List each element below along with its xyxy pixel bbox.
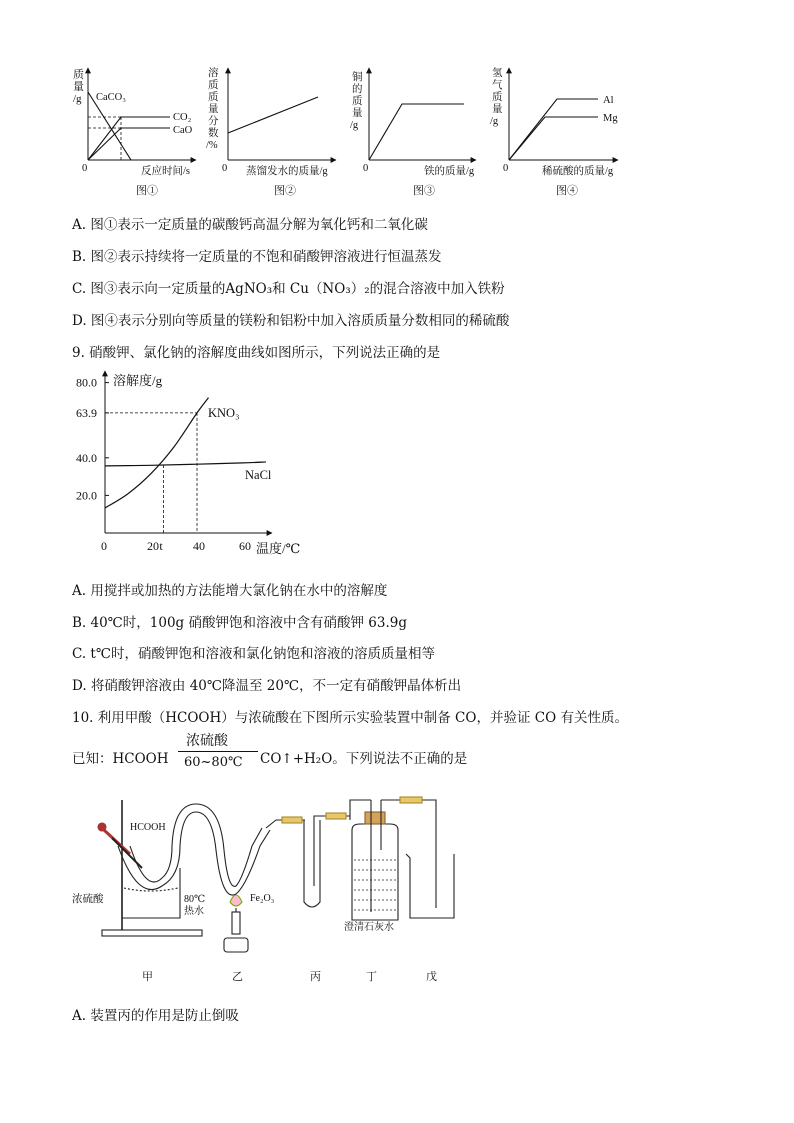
- sol-series-nacl: [105, 462, 266, 466]
- fig1-ylabel-1: 质: [73, 69, 84, 81]
- fig1-ylabel-2: 量: [73, 81, 84, 93]
- label-fe2o3: Fe₂O₃: [250, 893, 275, 904]
- fig4-ylabel-3: 质: [492, 92, 503, 103]
- fig3-line: [369, 104, 464, 160]
- sol-kno3-label: KNO₃: [208, 406, 240, 420]
- label-limewater: 澄清石灰水: [344, 922, 394, 933]
- q8-option-b: B. 图②表示持续将一定质量的不饱和硝酸钾溶液进行恒温蒸发: [72, 249, 442, 265]
- q9-option-c: C. t℃时，硝酸钾饱和溶液和氯化钠饱和溶液的溶质质量相等: [72, 646, 435, 662]
- fig4-caption: 图④: [556, 185, 578, 197]
- fig3-caption: 图③: [413, 185, 435, 197]
- fig1-ylabel-3: /g: [73, 93, 82, 105]
- fig3-ylabel-4: 量: [352, 108, 363, 119]
- fig2-caption: 图②: [274, 185, 296, 197]
- fig4-mg-label: Mg: [603, 113, 618, 124]
- fig1-caption: 图①: [136, 185, 158, 197]
- known-prefix: 已知：HCOOH: [72, 751, 169, 767]
- fig2-ylabel-7: /%: [206, 140, 218, 151]
- fig4-ylabel-4: 量: [492, 104, 503, 115]
- fig2-ylabel-4: 量: [208, 104, 219, 115]
- fig4-ylabel-2: 气: [492, 80, 503, 91]
- q10-stem: 10. 利用甲酸（HCOOH）与浓硫酸在下图所示实验装置中制备 CO，并验证 CO 有关性质。: [72, 710, 628, 726]
- fig4-xlabel: 稀硫酸的质量/g: [542, 166, 614, 177]
- fig1-origin: 0: [82, 163, 88, 174]
- figure-3: [350, 68, 476, 197]
- sol-ylabel: 溶解度/g: [113, 373, 163, 388]
- arrow-bottom-label: 60~80℃: [184, 755, 243, 770]
- label-acid: 浓硫酸: [72, 894, 104, 905]
- arrow-top-label: 浓硫酸: [186, 733, 228, 749]
- apparatus-diagram: [60, 790, 480, 990]
- sol-series: [105, 398, 266, 508]
- fig2-xlabel: 蒸馏发水的质量/g: [246, 166, 328, 177]
- known-suffix: CO↑+H₂O。下列说法不正确的是: [260, 751, 468, 767]
- x-tick-label: 60: [239, 539, 251, 553]
- q8-option-c: C. 图③表示向一定质量的AgNO₃和 Cu（NO₃）₂的混合溶液中加入铁粉: [72, 281, 505, 297]
- sol-xlabel: 温度/℃: [256, 541, 301, 556]
- fig3-ylabel-1: 铜: [352, 72, 363, 83]
- y-tick-label: 20.0: [76, 488, 97, 503]
- fig3-origin: 0: [363, 163, 369, 174]
- top-figures: [0, 0, 794, 205]
- unit-wu: 戊: [426, 971, 437, 983]
- fig1-caco3-label: CaCO₃: [96, 92, 126, 103]
- x-tick-label: 40: [193, 539, 205, 553]
- fig1-cao-label: CaO: [173, 125, 193, 136]
- fig4-al-label: Al: [603, 95, 614, 106]
- fig3-ylabel-2: 的: [352, 84, 363, 95]
- reaction-arrow: [178, 730, 258, 772]
- fig2-ylabel-3: 质: [208, 92, 219, 103]
- fig2-ylabel-2: 质: [208, 80, 219, 91]
- co2-line: [88, 117, 170, 160]
- label-hcooh: HCOOH: [130, 822, 166, 833]
- figure-2: [206, 66, 336, 197]
- label-hot-water: 热水: [184, 906, 204, 917]
- fig4-al-line: [509, 99, 598, 160]
- fig2-ylabel-5: 分: [208, 116, 219, 127]
- figure-4: [490, 66, 618, 197]
- fig2-line: [228, 97, 318, 133]
- q9-stem: 9. 硝酸钾、氯化钠的溶解度曲线如图所示，下列说法正确的是: [72, 345, 441, 361]
- y-tick-label: 80.0: [76, 375, 97, 390]
- unit-jia: 甲: [142, 971, 153, 983]
- label-80c: 80℃: [184, 894, 206, 905]
- arrow-line: [178, 751, 258, 752]
- q10-option-a: A. 装置丙的作用是防止倒吸: [72, 1008, 239, 1024]
- fig4-ylabel-5: /g: [490, 116, 499, 127]
- q9-option-d: D. 将硝酸钾溶液由 40℃降温至 20℃，不一定有硝酸钾晶体析出: [72, 678, 462, 694]
- fig4-ylabel-1: 氢: [492, 68, 503, 79]
- fig2-origin: 0: [222, 163, 228, 174]
- solubility-chart: [60, 365, 330, 565]
- x-tick-label: 0: [101, 539, 107, 553]
- unit-yi: 乙: [232, 971, 243, 983]
- fig2-ylabel-1: 溶: [208, 68, 219, 79]
- fig2-ylabel-6: 数: [208, 128, 219, 139]
- q8-option-a: A. 图①表示一定质量的碳酸钙高温分解为氧化钙和二氧化碳: [72, 217, 428, 233]
- x-tick-label: t: [159, 539, 163, 553]
- unit-bing: 丙: [310, 971, 321, 983]
- fig4-mg-line: [509, 117, 598, 160]
- q9-option-a: A. 用搅拌或加热的方法能增大氯化钠在水中的溶解度: [72, 583, 388, 599]
- sol-series-kno3: [105, 398, 209, 508]
- unit-ding: 丁: [366, 971, 377, 983]
- fig1-co2-label: CO₂: [173, 112, 192, 123]
- fig3-ylabel-5: /g: [350, 120, 359, 131]
- q8-option-d: D. 图④表示分别向等质量的镁粉和铝粉中加入溶质质量分数相同的稀硫酸: [72, 313, 510, 329]
- y-tick-label: 40.0: [76, 450, 97, 465]
- sol-nacl-label: NaCl: [245, 468, 272, 482]
- x-tick-label: 20: [147, 539, 159, 553]
- q9-option-b: B. 40℃时，100g 硝酸钾饱和溶液中含有硝酸钾 63.9g: [72, 615, 407, 631]
- fig3-ylabel-3: 质: [352, 96, 363, 107]
- figure-1: [73, 67, 196, 197]
- fig4-origin: 0: [503, 163, 509, 174]
- y-tick-label: 63.9: [76, 405, 97, 420]
- fig3-xlabel: 铁的质量/g: [424, 166, 475, 177]
- fig1-xlabel: 反应时间/s: [141, 166, 191, 177]
